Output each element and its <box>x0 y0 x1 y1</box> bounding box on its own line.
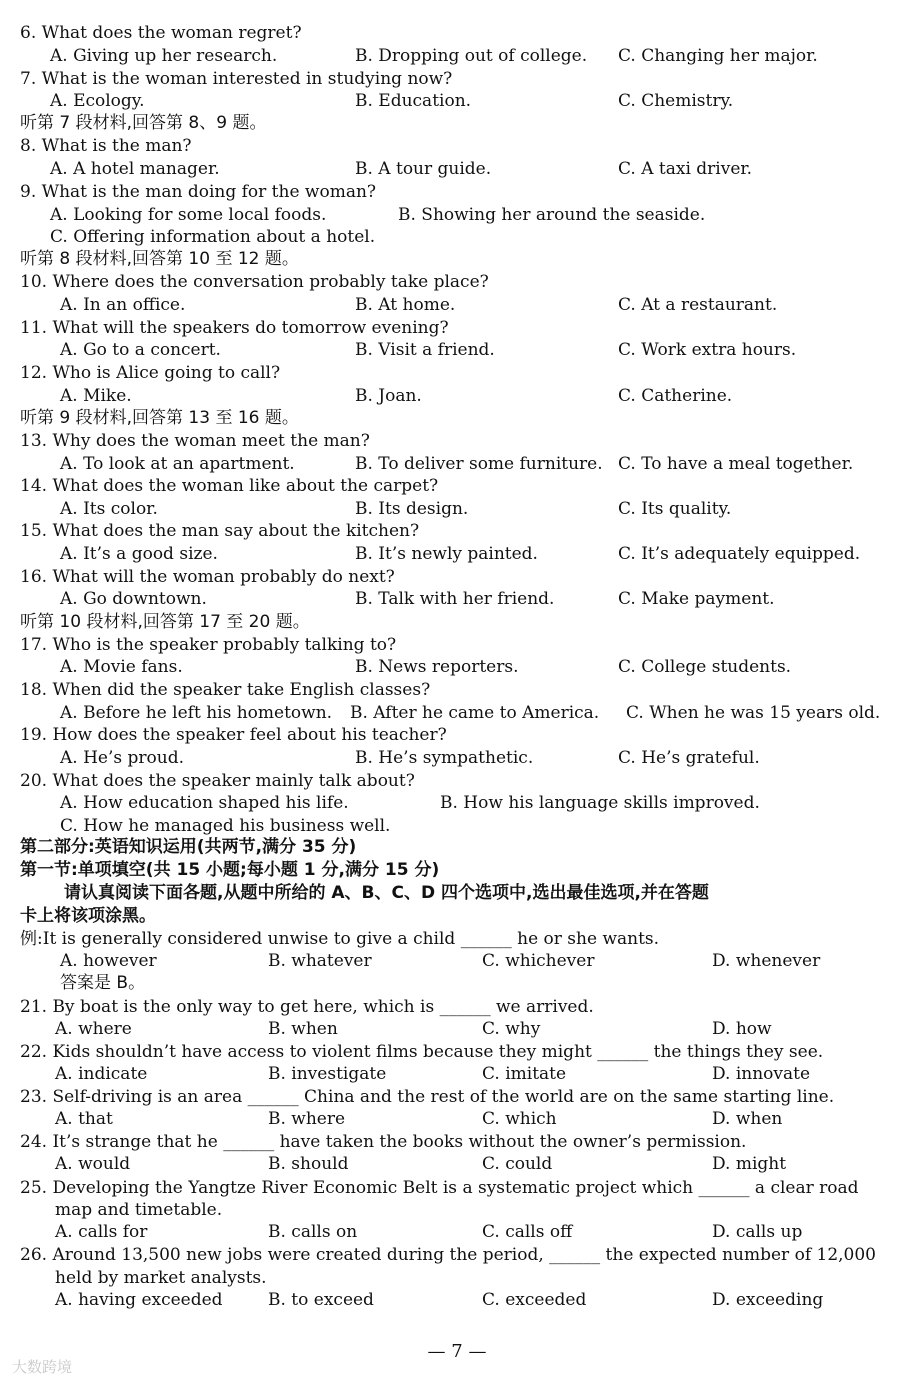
text-line: B. Talk with her friend. <box>355 589 555 609</box>
text-line: A. Its color. <box>60 499 158 519</box>
text-line: C. Chemistry. <box>618 91 734 111</box>
text-line: A. would <box>55 1154 131 1174</box>
text-line: 19. How does the speaker feel about his teacher? <box>20 725 447 745</box>
text-line: C. Catherine. <box>618 386 733 406</box>
text-line: B. Showing her around the seaside. <box>398 205 706 225</box>
text-line: B. Joan. <box>355 386 422 406</box>
text-line: A. Ecology. <box>50 91 145 111</box>
text-line: 9. What is the man doing for the woman? <box>20 182 377 202</box>
text-line: 听第 7 段材料,回答第 8、9 题。 <box>20 113 267 133</box>
text-line: 13. Why does the woman meet the man? <box>20 431 370 451</box>
text-line: A. Movie fans. <box>60 657 183 677</box>
text-line: C. When he was 15 years old. <box>626 703 881 723</box>
text-line: D. calls up <box>712 1222 803 1242</box>
text-line: B. After he came to America. <box>350 703 600 723</box>
text-line: A. however <box>60 951 157 971</box>
text-line: A. It’s a good size. <box>60 544 218 564</box>
text-line: B. Visit a friend. <box>355 340 495 360</box>
text-line: B. It’s newly painted. <box>355 544 538 564</box>
text-line: A. Go to a concert. <box>60 340 221 360</box>
text-line: B. Its design. <box>355 499 469 519</box>
text-line: 听第 9 段材料,回答第 13 至 16 题。 <box>20 408 299 428</box>
text-line: A. Looking for some local foods. <box>50 205 327 225</box>
text-line: 12. Who is Alice going to call? <box>20 363 281 383</box>
text-line: C. Make payment. <box>618 589 775 609</box>
text-line: D. might <box>712 1154 787 1174</box>
text-line: B. Education. <box>355 91 472 111</box>
text-line: A. In an office. <box>60 295 186 315</box>
text-line: 卡上将该项涂黑。 <box>20 906 156 926</box>
text-line: B. investigate <box>268 1064 387 1084</box>
text-line: B. To deliver some furniture. <box>355 454 603 474</box>
text-line: C. imitate <box>482 1064 567 1084</box>
text-line: B. Dropping out of college. <box>355 46 588 66</box>
text-line: C. To have a meal together. <box>618 454 854 474</box>
text-line: map and timetable. <box>55 1200 223 1220</box>
text-line: C. exceeded <box>482 1290 587 1310</box>
text-line: A. He’s proud. <box>60 748 184 768</box>
text-line: 听第 10 段材料,回答第 17 至 20 题。 <box>20 612 310 632</box>
text-line: B. calls on <box>268 1222 358 1242</box>
text-line: 18. When did the speaker take English classes? <box>20 680 431 700</box>
text-line: 11. What will the speakers do tomorrow evening? <box>20 318 449 338</box>
text-line: 7. What is the woman interested in studying now? <box>20 69 453 89</box>
text-line: 20. What does the speaker mainly talk about? <box>20 771 415 791</box>
text-line: 答案是 B。 <box>60 973 146 993</box>
text-line: C. It’s adequately equipped. <box>618 544 861 564</box>
text-line: 6. What does the woman regret? <box>20 23 302 43</box>
text-line: 听第 8 段材料,回答第 10 至 12 题。 <box>20 249 299 269</box>
text-line: A. that <box>55 1109 113 1129</box>
text-line: 8. What is the man? <box>20 136 192 156</box>
text-line: B. He’s sympathetic. <box>355 748 534 768</box>
text-line: A. Go downtown. <box>60 589 207 609</box>
text-line: B. A tour guide. <box>355 159 492 179</box>
text-line: 23. Self-driving is an area ______ China and the rest of the world are on the same starting line. <box>20 1087 835 1107</box>
text-line: C. calls off <box>482 1222 573 1242</box>
text-line: 16. What will the woman probably do next? <box>20 567 395 587</box>
text-line: C. At a restaurant. <box>618 295 778 315</box>
text-line: B. where <box>268 1109 346 1129</box>
text-line: C. Work extra hours. <box>618 340 797 360</box>
text-line: 21. By boat is the only way to get here, which is ______ we arrived. <box>20 997 594 1017</box>
text-line: C. which <box>482 1109 557 1129</box>
text-line: C. why <box>482 1019 541 1039</box>
text-line: B. How his language skills improved. <box>440 793 760 813</box>
text-line: A. where <box>55 1019 132 1039</box>
text-line: C. A taxi driver. <box>618 159 753 179</box>
text-line: D. how <box>712 1019 772 1039</box>
text-line: A. Giving up her research. <box>50 46 278 66</box>
text-line: B. when <box>268 1019 338 1039</box>
text-line: D. whenever <box>712 951 821 971</box>
text-line: A. indicate <box>55 1064 148 1084</box>
text-line: C. He’s grateful. <box>618 748 760 768</box>
page-number: — 7 — <box>427 1341 487 1362</box>
text-line: 22. Kids shouldn’t have access to violent films because they might ______ the things they see. <box>20 1042 824 1062</box>
text-line: 10. Where does the conversation probably take place? <box>20 272 489 292</box>
text-line: 第一节:单项填空(共 15 小题;每小题 1 分,满分 15 分) <box>20 860 440 880</box>
text-line: 14. What does the woman like about the carpet? <box>20 476 439 496</box>
text-line: 17. Who is the speaker probably talking to? <box>20 635 397 655</box>
text-line: B. News reporters. <box>355 657 519 677</box>
text-line: C. could <box>482 1154 553 1174</box>
text-line: B. At home. <box>355 295 456 315</box>
text-line: A. To look at an apartment. <box>60 454 295 474</box>
text-line: 26. Around 13,500 new jobs were created during the period, ______ the expected number of 12,000 <box>20 1245 877 1265</box>
text-line: 15. What does the man say about the kitchen? <box>20 521 420 541</box>
text-line: 25. Developing the Yangtze River Economic Belt is a systematic project which ______ a clear road <box>20 1178 859 1198</box>
text-line: B. should <box>268 1154 349 1174</box>
text-line: C. whichever <box>482 951 595 971</box>
text-line: 请认真阅读下面各题,从题中所给的 A、B、C、D 四个选项中,选出最佳选项,并在答题 <box>64 883 709 903</box>
text-line: held by market analysts. <box>55 1268 267 1288</box>
text-line: C. How he managed his business well. <box>60 816 391 836</box>
text-line: C. Its quality. <box>618 499 732 519</box>
text-line: A. calls for <box>55 1222 148 1242</box>
text-line: C. Changing her major. <box>618 46 818 66</box>
text-line: B. whatever <box>268 951 372 971</box>
text-line: 第二部分:英语知识运用(共两节,满分 35 分) <box>20 837 357 857</box>
text-line: A. having exceeded <box>55 1290 223 1310</box>
watermark-logo: 大数跨境 <box>12 1358 73 1376</box>
text-line: C. Offering information about a hotel. <box>50 227 376 247</box>
text-line: A. A hotel manager. <box>50 159 220 179</box>
text-line: 24. It’s strange that he ______ have taken the books without the owner’s permission. <box>20 1132 747 1152</box>
text-line: D. when <box>712 1109 783 1129</box>
text-line: B. to exceed <box>268 1290 374 1310</box>
text-line: D. innovate <box>712 1064 811 1084</box>
text-line: A. Mike. <box>60 386 132 406</box>
text-line: A. How education shaped his life. <box>60 793 349 813</box>
text-line: 例:It is generally considered unwise to give a child ______ he or she wants. <box>20 929 660 949</box>
text-line: C. College students. <box>618 657 792 677</box>
text-line: D. exceeding <box>712 1290 824 1310</box>
text-line: A. Before he left his hometown. <box>60 703 333 723</box>
